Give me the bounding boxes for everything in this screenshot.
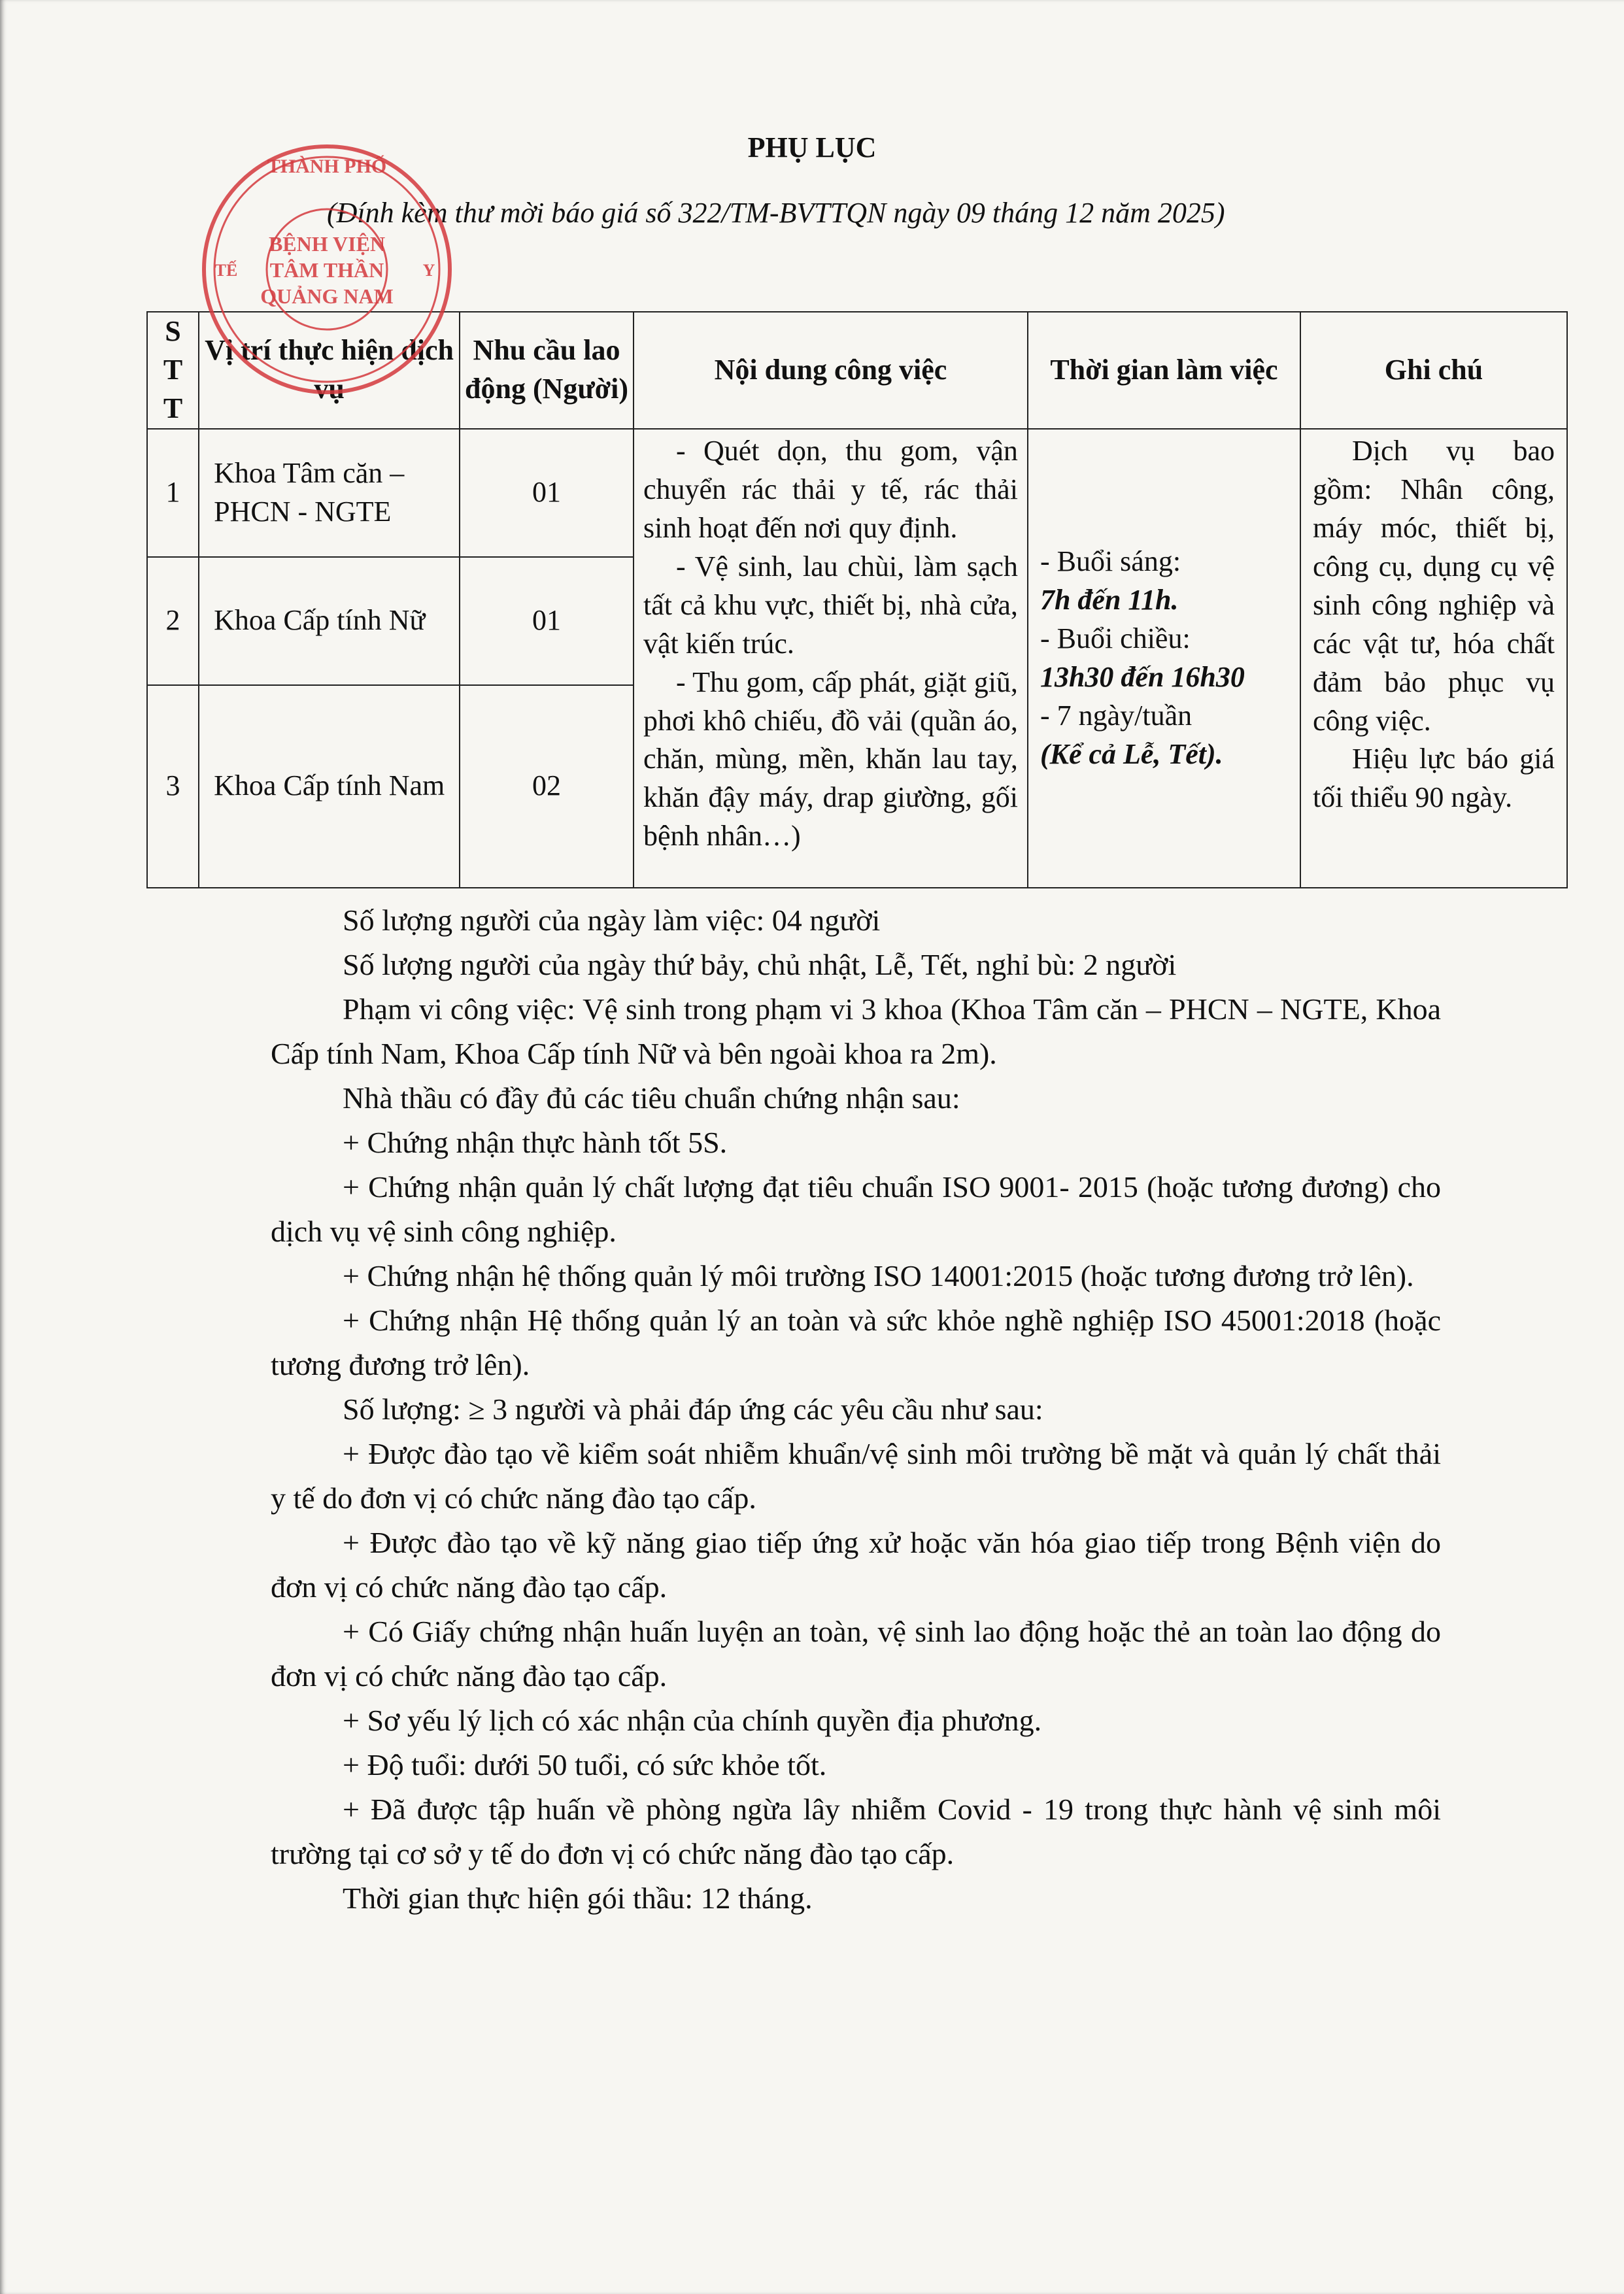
paragraph: Phạm vi công việc: Vệ sinh trong phạm vi 3 khoa (Khoa Tâm căn – PHCN – NGTE, Khoa Cấp tính Nam, Khoa Cấp tính Nữ và bên ngoài khoa ra 2m). (271, 992, 1441, 1070)
document-title: PHỤ LỤC (747, 131, 877, 163)
work-content-item: - Thu gom, cấp phát, giặt giũ, phơi khô chiếu, đồ vải (quần áo, chăn, mùng, mền, khăn lau tay, khăn đậy máy, drap giường, gối bệnh nhân…) (643, 666, 1018, 852)
paragraph: Nhà thầu có đầy đủ các tiêu chuẩn chứng nhận sau: (343, 1081, 960, 1115)
row-need: 01 (460, 557, 634, 685)
paragraph: + Được đào tạo về kỹ năng giao tiếp ứng xử hoặc văn hóa giao tiếp trong Bệnh viện do đơn vị có chức năng đào tạo cấp. (271, 1526, 1441, 1604)
work-content-cell (634, 429, 1028, 888)
paragraph: + Đã được tập huấn về phòng ngừa lây nhiễm Covid - 19 trong thực hành vệ sinh môi trường tại cơ sở y tế do đơn vị có chức năng đào tạo cấp. (271, 1793, 1441, 1870)
row-stt: 3 (147, 685, 199, 888)
row-stt: 1 (147, 429, 199, 557)
hospital-stamp-icon (196, 139, 458, 400)
stamp-text: THÀNH PHỐ (267, 156, 387, 177)
work-content-item: - Quét dọn, thu gom, vận chuyển rác thải y tế, rác thải sinh hoạt đến nơi quy định. (643, 434, 1018, 544)
paragraph: + Sơ yếu lý lịch có xác nhận của chính quyền địa phương. (343, 1704, 1042, 1737)
header-position: Vị trí thực hiện dịch vụ (199, 312, 460, 429)
paragraph: + Có Giấy chứng nhận huấn luyện an toàn, vệ sinh lao động hoặc thẻ an toàn lao động do đơn vị có chức năng đào tạo cấp. (271, 1615, 1441, 1693)
note-cell: Dịch vụ bao gồm: Nhân công, máy móc, thiết bị, công cụ, dụng cụ vệ sinh công nghiệp và các vật tư, hóa chất đảm bảo phục vụ công việc. Hiệu lực báo giá tối thiểu 90 ngày. (1300, 429, 1567, 888)
row-need: 01 (460, 429, 634, 557)
row-position: Khoa Cấp tính Nữ (199, 557, 460, 685)
paragraph: + Chứng nhận thực hành tốt 5S. (343, 1126, 728, 1159)
work-content-item: - Vệ sinh, lau chùi, làm sạch tất cả khu vực, thiết bị, nhà cửa, vật kiến trúc. (643, 550, 1018, 660)
paragraph: Số lượng: ≥ 3 người và phải đáp ứng các yêu cầu như sau: (343, 1392, 1043, 1426)
header-note: Ghi chú (1300, 312, 1567, 429)
paragraph: + Chứng nhận Hệ thống quản lý an toàn và sức khỏe nghề nghiệp ISO 45001:2018 (hoặc tương đương trở lên). (271, 1304, 1441, 1381)
paragraph: Thời gian thực hiện gói thầu: 12 tháng. (343, 1881, 813, 1915)
row-need: 02 (460, 685, 634, 888)
paragraph: + Được đào tạo về kiểm soát nhiễm khuẩn/vệ sinh môi trường bề mặt và quản lý chất thải y tế do đơn vị có chức năng đào tạo cấp. (271, 1437, 1441, 1515)
paragraph: + Độ tuổi: dưới 50 tuổi, có sức khỏe tốt. (343, 1748, 827, 1781)
header-stt: S T T (147, 312, 199, 429)
requirements-section (271, 898, 1441, 1921)
paragraph: + Chứng nhận hệ thống quản lý môi trường ISO 14001:2015 (hoặc tương đương trở lên). (343, 1259, 1414, 1292)
row-stt: 2 (147, 557, 199, 685)
header-content: Nội dung công việc (634, 312, 1028, 429)
paragraph: Số lượng người của ngày thứ bảy, chủ nhật, Lễ, Tết, nghỉ bù: 2 người (343, 948, 1177, 981)
paragraph: Số lượng người của ngày làm việc: 04 người (343, 903, 881, 937)
document-subtitle: (Đính kèm thư mời báo giá số 322/TM-BVTTQN ngày 09 tháng 12 năm 2025) (327, 197, 1225, 229)
stamp-text: BỆNH VIỆN (268, 232, 386, 256)
stamp-text: Y (422, 261, 435, 280)
row-position: Khoa Cấp tính Nam (199, 685, 460, 888)
stamp-text: TẾ (214, 261, 238, 280)
stamp-text: TÂM THẦN (269, 258, 384, 282)
paragraph: + Chứng nhận quản lý chất lượng đạt tiêu chuẩn ISO 9001- 2015 (hoặc tương đương) cho dịch vụ vệ sinh công nghiệp. (271, 1170, 1441, 1248)
stamp-text: QUẢNG NAM (260, 284, 394, 308)
header-time: Thời gian làm việc (1028, 312, 1300, 429)
table-row (147, 429, 1567, 557)
work-time-cell: - Buổi sáng: 7h đến 11h. - Buổi chiều: 13h30 đến 16h30 - 7 ngày/tuần (Kể cả Lễ, Tết). (1028, 429, 1300, 888)
header-need: Nhu cầu lao động (Người) (460, 312, 634, 429)
row-position: Khoa Tâm căn – PHCN - NGTE (199, 429, 460, 557)
